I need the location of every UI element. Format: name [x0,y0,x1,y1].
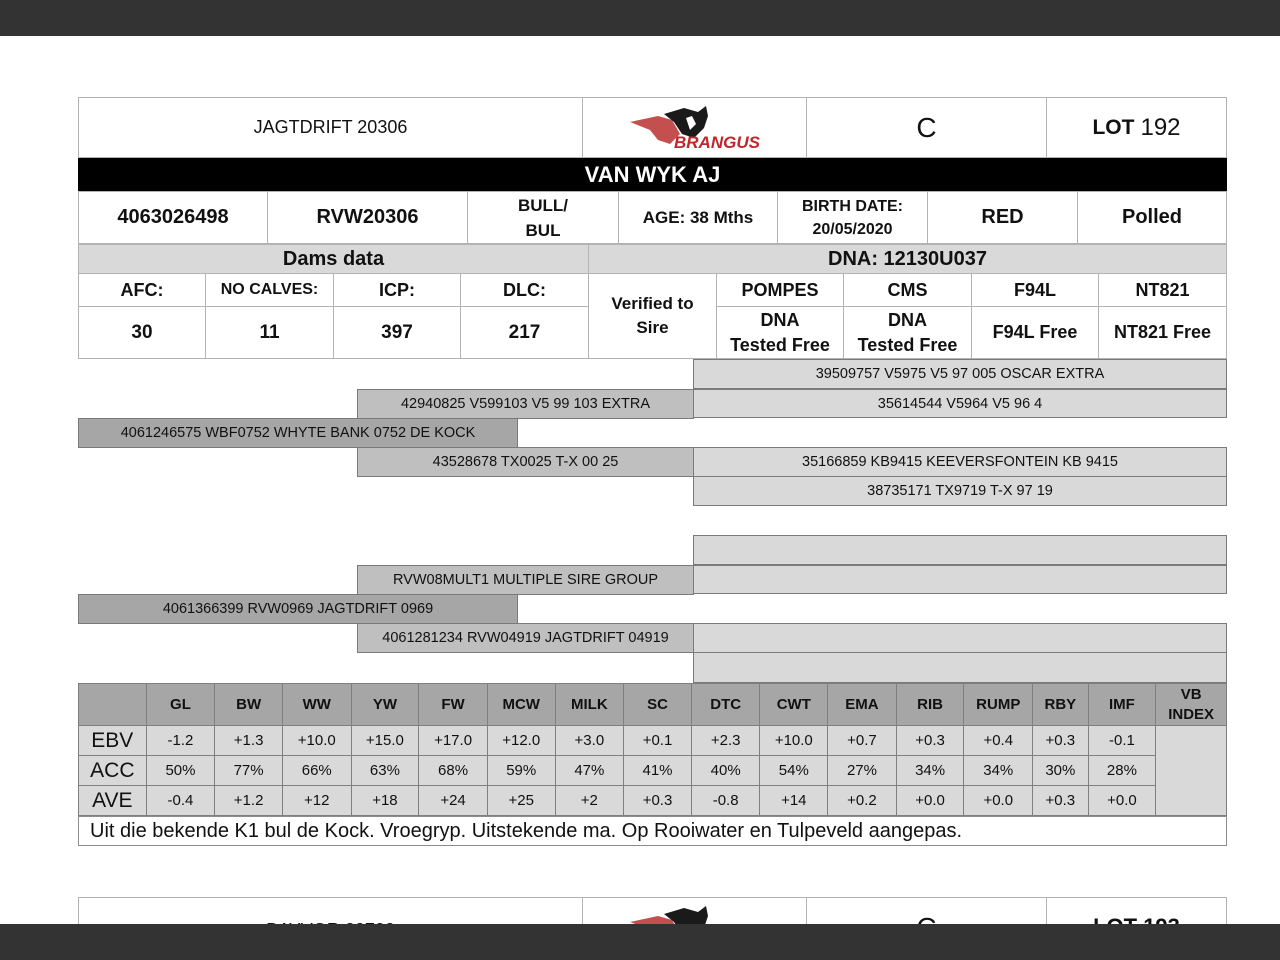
ebv-value: +0.4 [964,726,1033,756]
lot-comment-text: Uit die bekende K1 bul de Kock. Vroegryp. Uitstekende ma. Op Rooiwater en Tulpeveld aangepas. [90,819,963,842]
nt821-label: NT821 [1135,279,1190,300]
ebv-value: +1.3 [215,726,283,756]
dam-value-dlc [460,306,589,359]
age-text: AGE: 38 Mths [642,207,754,227]
pedigree-dam-dam-sire [693,623,1227,653]
age [618,191,778,244]
pompes-result-line1: DNA [760,309,800,330]
pompes-result-line2: Tested Free [730,334,830,355]
acc-value: 28% [1088,756,1156,786]
acc-value: 34% [896,756,964,786]
ebv-value: +15.0 [351,726,419,756]
dam-header-no-calves [205,273,334,307]
pedigree-dam-sire-sire [693,535,1227,565]
pedigree-dam-dam [357,623,694,653]
sex [467,191,619,244]
viewer-bottom-bar [0,924,1280,960]
dam-header-dlc [460,273,589,307]
dna-test-header-nt821 [1098,273,1227,307]
ebv-col-sc: SC [624,684,692,726]
dam-header-no-calves-text: NO CALVES: [220,281,319,298]
dam-header-dlc-text: DLC: [503,279,546,300]
pedigree-text: 39509757 V5975 V5 97 005 OSCAR EXTRA [815,366,1105,382]
ebv-value: -0.1 [1088,726,1156,756]
acc-value: 30% [1033,756,1089,786]
f94l-result: F94L Free [992,322,1078,342]
color-text: RED [981,206,1024,228]
ave-value: +0.3 [624,786,692,816]
acc-value: 50% [146,756,215,786]
nt821-result: NT821 Free [1113,322,1212,342]
pedigree-text: 4061281234 RVW04919 JAGTDRIFT 04919 [382,630,669,646]
f94l-label: F94L [1013,279,1056,300]
ebv-col-ema: EMA [828,684,897,726]
cms-result-line2: Tested Free [857,334,958,355]
sex-line1: BULL/ [517,195,569,215]
pedigree-sire [78,418,518,448]
ave-value: +0.3 [1033,786,1089,816]
ave-value: +12 [282,786,351,816]
ebv-col-vb-index [1156,684,1227,726]
ave-value: +0.0 [1088,786,1156,816]
ebv-value: +0.7 [828,726,897,756]
lot-comment [78,816,1227,846]
ave-value: +1.2 [215,786,283,816]
pedigree-text: RVW08MULT1 MULTIPLE SIRE GROUP [392,572,659,588]
ebv-value: +17.0 [419,726,488,756]
pompes-label: POMPES [741,279,819,300]
acc-value: 54% [760,756,828,786]
ebv-value: +0.3 [896,726,964,756]
ebv-col-rump: RUMP [964,684,1033,726]
dam-value-afc [78,306,206,359]
herd-id [267,191,468,244]
color [927,191,1078,244]
herd-id-text: RVW20306 [316,206,419,228]
vb-index-line2: INDEX [1168,705,1215,723]
pedigree-sire-sire [357,389,694,419]
ebv-col-gl: GL [146,684,215,726]
ave-value: +25 [487,786,555,816]
ave-value: -0.4 [146,786,215,816]
dna-test-result-f94l [971,306,1099,359]
dna-test-result-pompes [716,306,844,359]
horn-status [1077,191,1227,244]
ave-value: -0.8 [691,786,760,816]
vb-index-value [1156,726,1227,816]
ebv-row-acc [79,756,1227,786]
dam-value-icp [333,306,461,359]
verified-line2: Sire [636,318,669,337]
pedigree-text: 42940825 V599103 V5 99 103 EXTRA [400,396,651,412]
acc-value: 47% [555,756,624,786]
breeder-name: VAN WYK AJ [584,161,721,187]
pedigree-text: 35614544 V5964 V5 96 4 [877,395,1043,412]
ebv-row-ave [79,786,1227,816]
pedigree-dam [78,594,518,624]
dam-value-dlc-text: 217 [508,321,541,343]
grade [806,97,1047,158]
acc-value: 66% [282,756,351,786]
birth-date-value: 20/05/2020 [812,220,893,238]
dam-header-afc-text: AFC: [120,279,164,300]
ebv-value: +3.0 [555,726,624,756]
ebv-row-ebv [79,726,1227,756]
ave-value: +0.0 [896,786,964,816]
pedigree-dam-dam-dam [693,652,1227,683]
ebv-value: +10.0 [282,726,351,756]
pedigree-dam-sire [357,565,694,595]
row-label: EBV [79,726,147,756]
birth-date [777,191,928,244]
acc-value: 77% [215,756,283,786]
birth-date-label: BIRTH DATE: [801,197,904,215]
pedigree-text: 4061246575 WBF0752 WHYTE BANK 0752 DE KOCK [120,425,476,441]
dams-data-title-text: Dams data [282,247,385,270]
acc-value: 40% [691,756,760,786]
lot-number-box [1046,97,1227,158]
registration-number-text: 4063026498 [117,206,229,228]
acc-value: 34% [964,756,1033,786]
ave-value: +2 [555,786,624,816]
grade-text: C [916,111,937,143]
dna-test-result-cms [843,306,972,359]
ebv-value: +0.1 [624,726,692,756]
ebv-col-milk: MILK [555,684,624,726]
dna-title-text: DNA: 12130U037 [828,247,987,270]
dna-test-header-pompes [716,273,844,307]
dam-header-afc [78,273,206,307]
acc-value: 63% [351,756,419,786]
ebv-col-ww: WW [282,684,351,726]
acc-value: 68% [419,756,488,786]
ave-value: +0.0 [964,786,1033,816]
ebv-col-yw: YW [351,684,419,726]
ebv-header-row [79,684,1227,726]
ave-value: +18 [351,786,419,816]
acc-value: 27% [828,756,897,786]
verified-to-sire [588,273,717,359]
brangus-logo [582,97,807,158]
registration-number [78,191,268,244]
lot-label: LOT [1092,115,1135,139]
dam-value-afc-text: 30 [131,321,153,343]
dna-test-result-nt821 [1098,306,1227,359]
dams-data-title [78,244,589,274]
horn-status-text: Polled [1121,206,1182,228]
ave-value: +14 [760,786,828,816]
pedigree-sire-sire-dam [693,389,1227,418]
pedigree-sire-dam-dam [693,476,1227,506]
verified-line1: Verified to [611,294,694,313]
ebv-value: -1.2 [146,726,215,756]
vb-index-line1: VB [1180,685,1202,703]
pedigree-sire-dam [357,447,694,477]
pedigree-sire-dam-sire [693,447,1227,477]
cattle-heads-icon [620,104,770,152]
ebv-value: +2.3 [691,726,760,756]
dna-title [588,244,1227,274]
animal-name-text: JAGTDRIFT 20306 [253,117,408,137]
ebv-col-mcw: MCW [487,684,555,726]
breeder-bar [78,158,1227,191]
ebv-value: +10.0 [760,726,828,756]
row-label: AVE [79,786,147,816]
ave-value: +24 [419,786,488,816]
svg-text:BRANGUS: BRANGUS [673,132,760,152]
pedigree-text: 4061366399 RVW0969 JAGTDRIFT 0969 [162,601,434,617]
acc-value: 59% [487,756,555,786]
dam-value-no-calves [205,306,334,359]
animal-name [78,97,583,158]
ebv-corner [79,684,147,726]
pedigree-dam-sire-dam [693,565,1227,594]
ebv-col-fw: FW [419,684,488,726]
viewer-top-bar [0,0,1280,36]
ebv-col-rib: RIB [896,684,964,726]
acc-value: 41% [624,756,692,786]
dam-header-icp [333,273,461,307]
dna-test-header-cms [843,273,972,307]
ebv-col-bw: BW [215,684,283,726]
pedigree-text: 38735171 TX9719 T-X 97 19 [867,483,1053,499]
lot-number: 192 [1140,113,1181,141]
cms-label: CMS [887,279,928,300]
dam-value-icp-text: 397 [381,321,413,343]
pedigree-sire-sire-sire [693,359,1227,389]
ebv-value: +12.0 [487,726,555,756]
ebv-col-cwt: CWT [760,684,828,726]
ave-value: +0.2 [828,786,897,816]
dam-value-no-calves-text: 11 [259,321,280,343]
dam-header-icp-text: ICP: [379,279,415,300]
dna-test-header-f94l [971,273,1099,307]
ebv-table [78,683,1227,816]
cms-result-line1: DNA [888,309,927,330]
ebv-value: +0.3 [1033,726,1089,756]
ebv-col-rby: RBY [1033,684,1089,726]
ebv-col-dtc: DTC [691,684,760,726]
ebv-col-imf: IMF [1088,684,1156,726]
row-label: ACC [79,756,147,786]
pedigree-text: 43528678 TX0025 T-X 00 25 [432,454,619,470]
sex-line2: BUL [525,220,561,240]
pedigree-text: 35166859 KB9415 KEEVERSFONTEIN KB 9415 [802,454,1118,470]
